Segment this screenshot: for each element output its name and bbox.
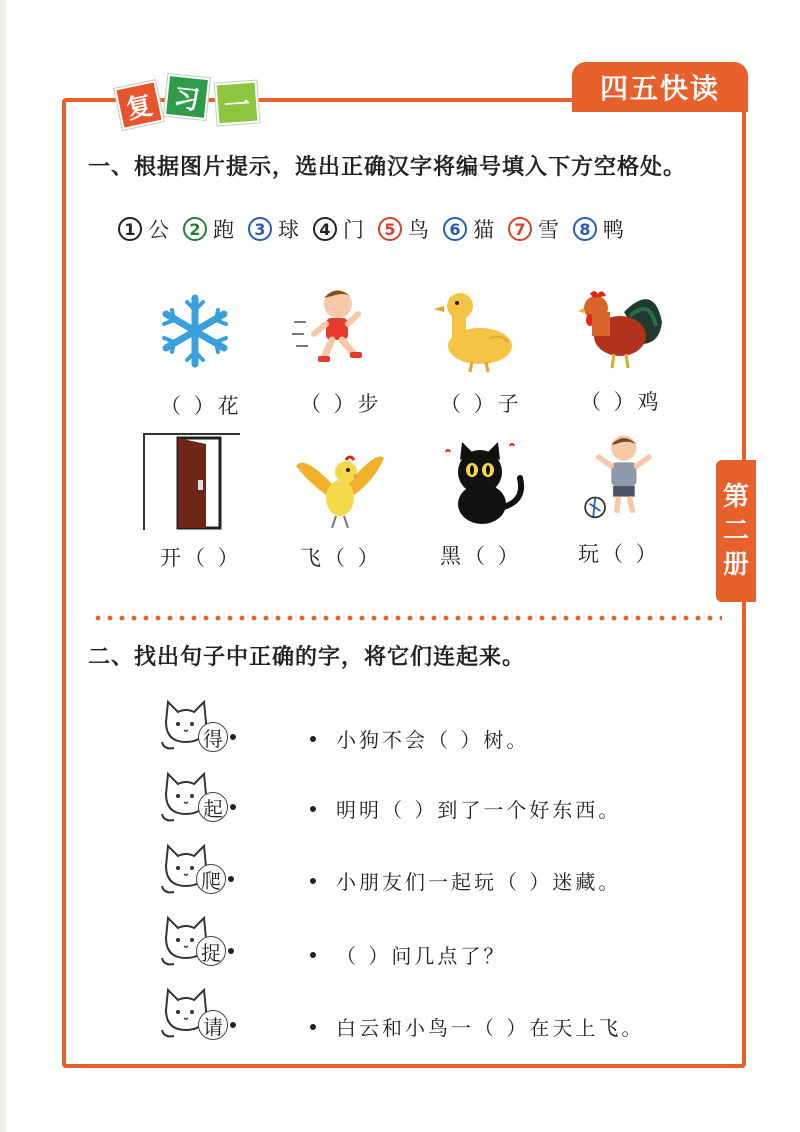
cat-item-3 — [160, 838, 230, 898]
char-bubble: 请 — [198, 1010, 228, 1040]
section2-title: 二、找出句子中正确的字，将它们连起来。 — [88, 645, 526, 670]
black-cat-icon — [440, 438, 530, 528]
option-6 — [443, 214, 494, 244]
sentence-text: 白云和小鸟一（ ）在天上飞。 — [336, 1016, 645, 1040]
connect-dot-left[interactable] — [230, 734, 236, 740]
option-char: 猫 — [473, 218, 494, 242]
option-number: 3 — [248, 217, 272, 241]
option-3 — [248, 214, 299, 244]
caption-1: （ ）花 — [160, 394, 242, 418]
title-block-2: 习 — [164, 74, 210, 120]
sentence-text: 小狗不会（ ）树。 — [336, 728, 530, 752]
caption-3: （ ）子 — [440, 392, 522, 416]
caption-4: （ ）鸡 — [580, 390, 662, 414]
connect-dot-right[interactable] — [310, 952, 316, 958]
connect-dot-right[interactable] — [310, 878, 316, 884]
connect-dot-right[interactable] — [310, 1024, 316, 1030]
option-number: 8 — [573, 217, 597, 241]
caption-8: 玩（ ） — [578, 542, 660, 566]
char-bubble: 起 — [198, 792, 228, 822]
option-number: 4 — [313, 217, 337, 241]
caption-6: 飞（ ） — [300, 546, 382, 570]
option-1 — [118, 214, 169, 244]
option-char: 公 — [148, 218, 169, 242]
sentence-text: 小朋友们一起玩（ ）迷藏。 — [336, 870, 622, 894]
volume-char-3: 册 — [722, 550, 749, 580]
option-number: 7 — [508, 217, 532, 241]
option-char: 鸭 — [603, 218, 624, 242]
sentence-3 — [310, 866, 621, 895]
sentence-2 — [310, 794, 621, 823]
cat-item-1 — [160, 694, 230, 754]
option-number: 2 — [183, 217, 207, 241]
volume-tab — [716, 460, 756, 602]
page-edge — [0, 0, 6, 1132]
section1-title: 一、根据图片提示，选出正确汉字将编号填入下方空格处。 — [88, 155, 687, 180]
sentence-text: 明明（ ）到了一个好东西。 — [336, 798, 622, 822]
duck-icon — [430, 284, 520, 374]
option-5 — [378, 214, 429, 244]
char-bubble: 爬 — [196, 864, 226, 894]
option-char: 球 — [278, 218, 299, 242]
sentence-1 — [310, 724, 529, 753]
volume-char-2: 二 — [722, 516, 749, 546]
snowflake-icon — [150, 286, 240, 376]
section-divider — [92, 614, 722, 622]
sentence-4 — [310, 940, 506, 969]
bird-icon — [294, 444, 384, 534]
rooster-icon — [574, 282, 664, 372]
cat-item-5 — [160, 982, 230, 1042]
char-bubble: 得 — [198, 722, 228, 752]
connect-dot-right[interactable] — [310, 806, 316, 812]
caption-2: （ ）步 — [300, 392, 382, 416]
connect-dot-right[interactable] — [310, 736, 316, 742]
option-2 — [183, 214, 234, 244]
volume-char-1: 第 — [722, 482, 749, 512]
option-char: 跑 — [213, 218, 234, 242]
option-number: 6 — [443, 217, 467, 241]
option-char: 鸟 — [408, 218, 429, 242]
caption-7: 黑（ ） — [440, 544, 522, 568]
title-block-3: 一 — [215, 81, 260, 126]
option-4 — [313, 214, 364, 244]
char-bubble: 捉 — [196, 936, 226, 966]
connect-dot-left[interactable] — [228, 876, 234, 882]
title-block-1: 复 — [114, 80, 164, 130]
option-char: 门 — [343, 218, 364, 242]
running-boy-icon — [288, 282, 378, 372]
connect-dot-left[interactable] — [230, 804, 236, 810]
cat-item-4 — [160, 910, 230, 970]
option-number: 1 — [118, 217, 142, 241]
option-number: 5 — [378, 217, 402, 241]
option-list — [118, 214, 628, 244]
door-icon — [142, 432, 242, 532]
connect-dot-left[interactable] — [230, 1022, 236, 1028]
sentence-text: （ ）问几点了？ — [336, 944, 507, 968]
option-char: 雪 — [538, 218, 559, 242]
option-8 — [573, 214, 624, 244]
soccer-boy-icon — [578, 430, 668, 520]
option-7 — [508, 214, 559, 244]
caption-5: 开（ ） — [160, 546, 242, 570]
sentence-5 — [310, 1012, 644, 1041]
brand-tag: 四五快读 — [572, 62, 748, 112]
cat-item-2 — [160, 766, 230, 826]
connect-dot-left[interactable] — [228, 948, 234, 954]
